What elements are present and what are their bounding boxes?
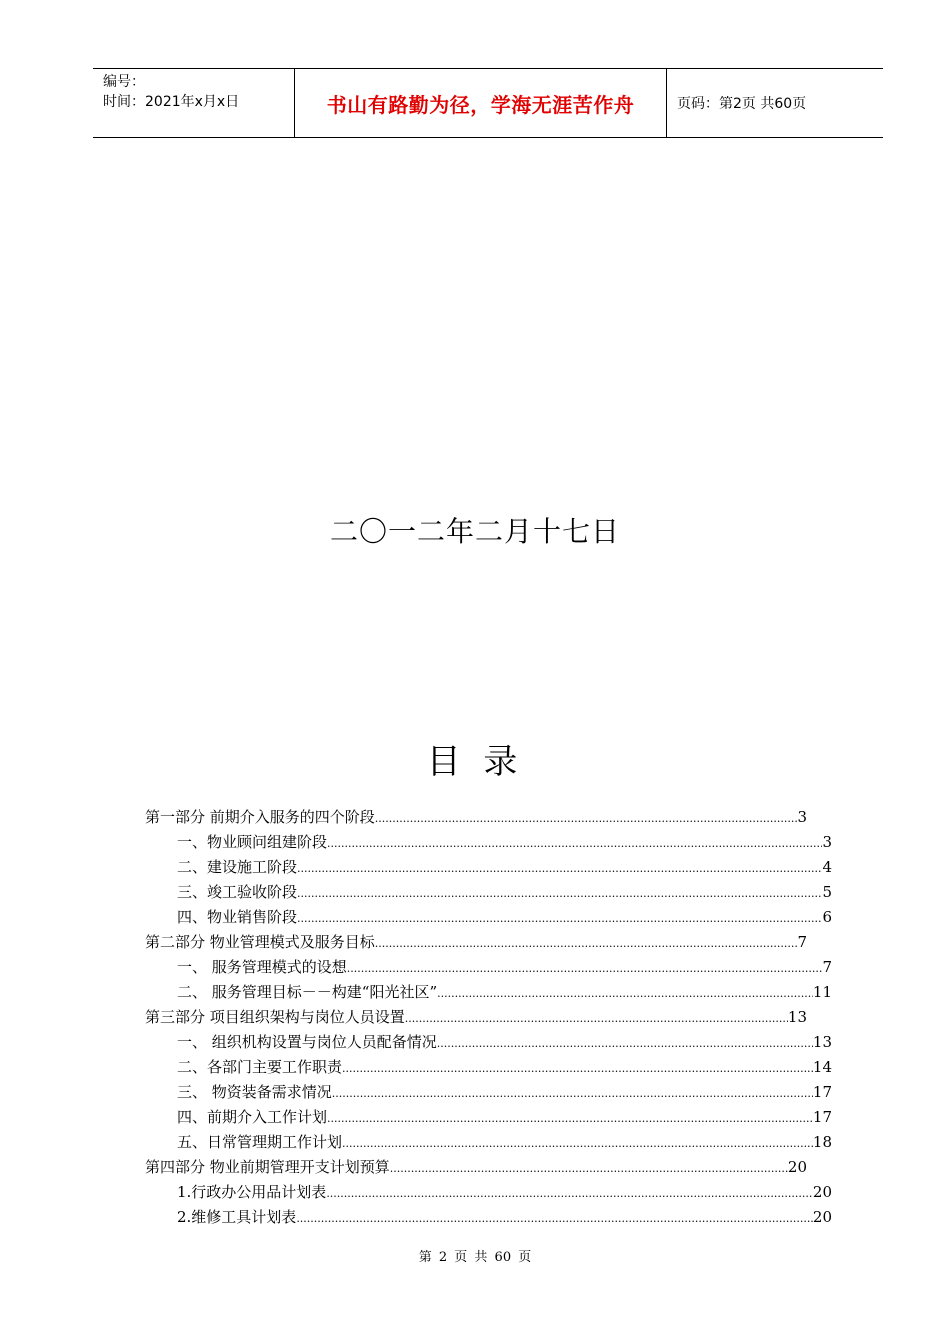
toc-leader-dots (375, 934, 798, 954)
toc-entry-label: 三、竣工验收阶段 (177, 883, 298, 901)
toc-leader-dots (332, 1084, 813, 1104)
toc-entry[interactable] (145, 932, 807, 952)
toc-entry[interactable] (177, 982, 832, 1002)
page-footer: 第 2 页 共 60 页 (418, 1250, 532, 1265)
toc-entry-page: 17 (812, 1083, 832, 1101)
toc-entry[interactable] (145, 1007, 807, 1027)
toc-entry-page: 7 (797, 933, 807, 951)
toc-entry-label: 五、日常管理期工作计划 (177, 1133, 343, 1151)
header-time-label: 时间：2021年x月x日 (103, 94, 240, 110)
toc-entry-page: 20 (812, 1208, 832, 1226)
toc-entry-label: 第二部分 物业管理模式及服务目标 (145, 933, 375, 951)
toc-entry-label: 二、各部门主要工作职责 (177, 1058, 343, 1076)
toc-entry-page: 17 (812, 1108, 832, 1126)
toc-entry-page: 20 (787, 1158, 807, 1176)
toc-entry[interactable] (177, 1032, 832, 1052)
toc-entry-page: 13 (812, 1033, 832, 1051)
toc-leader-dots (296, 1209, 813, 1229)
toc-entry[interactable] (177, 907, 832, 927)
toc-entry-label: 第四部分 物业前期管理开支计划预算 (145, 1158, 390, 1176)
toc-entry[interactable] (177, 957, 832, 977)
toc-entry-page: 3 (797, 808, 807, 826)
toc-entry[interactable] (177, 857, 832, 877)
toc-entry[interactable] (177, 1182, 832, 1202)
toc-title: 目 录 (426, 742, 524, 782)
toc-entry-page: 18 (812, 1133, 832, 1151)
toc-entry-page: 11 (812, 983, 832, 1001)
toc-entry[interactable] (177, 1207, 832, 1227)
toc-entry[interactable] (177, 1107, 832, 1127)
header-meta (93, 69, 295, 137)
toc-leader-dots (297, 884, 822, 904)
header-motto: 书山有路勤为径，学海无涯苦作舟 (295, 69, 667, 137)
toc-leader-dots (342, 1134, 813, 1154)
toc-leader-dots (405, 1009, 788, 1029)
toc-entry[interactable] (177, 832, 832, 852)
toc-leader-dots (342, 1059, 813, 1079)
toc-entry-label: 一、 服务管理模式的设想 (177, 958, 347, 976)
toc-entry-label: 一、物业顾问组建阶段 (177, 833, 328, 851)
toc-leader-dots (327, 1109, 813, 1129)
toc-leader-dots (297, 859, 822, 879)
toc-leader-dots (437, 984, 813, 1004)
toc-entry-label: 2.维修工具计划表 (177, 1208, 297, 1226)
toc-entry-page: 7 (822, 958, 832, 976)
toc-entry-page: 4 (822, 858, 832, 876)
toc-entry[interactable] (145, 807, 807, 827)
toc-leader-dots (327, 834, 822, 854)
toc-entry-label: 二、建设施工阶段 (177, 858, 298, 876)
toc-entry-label: 第一部分 前期介入服务的四个阶段 (145, 808, 375, 826)
toc-entry-label: 第三部分 项目组织架构与岗位人员设置 (145, 1008, 405, 1026)
toc-entry-label: 四、物业销售阶段 (177, 908, 298, 926)
toc-entry-label: 一、 组织机构设置与岗位人员配备情况 (177, 1033, 437, 1051)
toc-leader-dots (437, 1034, 813, 1054)
toc-entry-page: 6 (822, 908, 832, 926)
toc-entry[interactable] (177, 1082, 832, 1102)
document-date: 二〇一二年二月十七日 (329, 515, 620, 548)
toc-leader-dots (347, 959, 823, 979)
toc-leader-dots (375, 809, 798, 829)
toc-entry[interactable] (177, 1057, 832, 1077)
header-page-info: 页码：第2页 共60页 (677, 96, 807, 112)
toc-leader-dots (297, 909, 822, 929)
toc-entry-label: 三、 物资装备需求情况 (177, 1083, 332, 1101)
toc-leader-dots (326, 1184, 813, 1204)
toc-entry-page: 14 (812, 1058, 832, 1076)
toc-entry-label: 四、前期介入工作计划 (177, 1108, 328, 1126)
toc-entry[interactable] (177, 1132, 832, 1152)
toc-entry-page: 5 (822, 883, 832, 901)
toc-entry-label: 二、 服务管理目标－－构建“阳光社区” (177, 983, 438, 1001)
toc-entry[interactable] (145, 1157, 807, 1177)
toc-entry-label: 1.行政办公用品计划表 (177, 1183, 327, 1201)
toc-entry[interactable] (177, 882, 832, 902)
toc-entry-page: 20 (812, 1183, 832, 1201)
toc-entry-page: 3 (822, 833, 832, 851)
page-header (93, 68, 883, 138)
toc-entry-page: 13 (787, 1008, 807, 1026)
header-number-label: 编号： (103, 74, 145, 90)
toc-leader-dots (390, 1159, 788, 1179)
